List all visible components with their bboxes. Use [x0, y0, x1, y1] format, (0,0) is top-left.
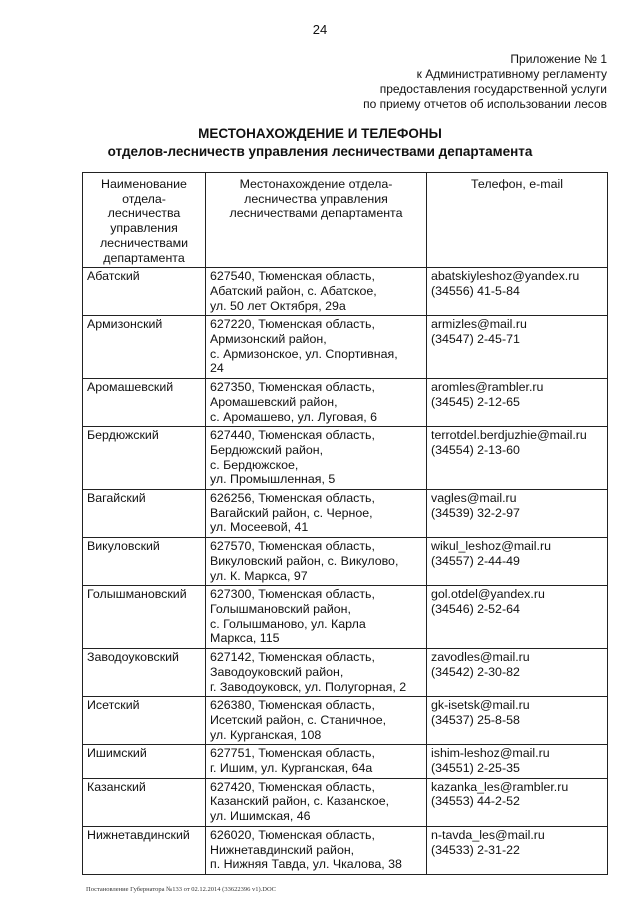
- table-row: [83, 427, 608, 490]
- address-line: ул. Ишимская, 46: [210, 809, 311, 824]
- email-text: gol.otdel@yandex.ru: [431, 587, 545, 602]
- address-line: 627350, Тюменская область,: [210, 380, 375, 395]
- header-line: управления: [110, 221, 178, 236]
- cell-address: [206, 586, 427, 649]
- email-text: ishim-leshoz@mail.ru: [431, 746, 550, 761]
- address-line: 627142, Тюменская область,: [210, 650, 375, 665]
- address-line: Заводоуковский район,: [210, 664, 344, 679]
- cell-contact: [427, 586, 608, 649]
- address-line: ул. Мосеевой, 41: [210, 520, 309, 535]
- cell-office-name: Аромашевский: [83, 379, 206, 427]
- cell-office-name: Вагайский: [83, 490, 206, 538]
- address-line: ул. Промышленная, 5: [210, 472, 336, 487]
- address-line: ул. Курганская, 108: [210, 727, 322, 742]
- cell-address: [206, 379, 427, 427]
- email-text: armizles@mail.ru: [431, 317, 527, 332]
- table-row: [83, 778, 608, 826]
- table-row: [83, 538, 608, 586]
- header-line: департамента: [103, 250, 185, 265]
- header-contact: [427, 173, 608, 268]
- address-line: п. Нижняя Тавда, ул. Чкалова, 38: [210, 857, 402, 872]
- cell-office-name: Исетский: [83, 697, 206, 745]
- address-line: Аромашевский район,: [210, 394, 338, 409]
- header-name: [83, 173, 206, 268]
- cell-office-name: Казанский: [83, 778, 206, 826]
- address-line: Голышмановский район,: [210, 601, 351, 616]
- header-line: отдела-: [122, 191, 166, 206]
- email-text: abatskiyleshoz@yandex.ru: [431, 269, 580, 284]
- address-line: 626380, Тюменская область,: [210, 698, 375, 713]
- cell-office-name: Нижнетавдинский: [83, 826, 206, 874]
- cell-address: [206, 778, 427, 826]
- header-line: лесничества управления: [244, 191, 388, 206]
- address-line: с. Аромашево, ул. Луговая, 6: [210, 409, 378, 424]
- table-row: [83, 490, 608, 538]
- table-row: [83, 826, 608, 874]
- header-line: лесничествами департамента: [229, 206, 403, 221]
- cell-address: [206, 538, 427, 586]
- email-text: n-tavda_les@mail.ru: [431, 827, 545, 842]
- phone-text: (34551) 2-25-35: [431, 761, 520, 776]
- address-line: Исетский район, с. Станичное,: [210, 712, 387, 727]
- email-text: kazanka_les@rambler.ru: [431, 779, 569, 794]
- address-line: Бердюжский район,: [210, 442, 324, 457]
- address-line: Нижнетавдинский район,: [210, 842, 355, 857]
- appendix-block: [247, 52, 607, 112]
- address-line: 627570, Тюменская область,: [210, 539, 375, 554]
- cell-address: [206, 745, 427, 778]
- table-row: [83, 697, 608, 745]
- header-line: Телефон, e-mail: [470, 177, 564, 191]
- cell-contact: [427, 778, 608, 826]
- address-line: с. Армизонское, ул. Спортивная,: [210, 346, 398, 361]
- address-line: с. Голышманово, ул. Карла: [210, 616, 366, 631]
- cell-address: [206, 826, 427, 874]
- phone-text: (34546) 2-52-64: [431, 601, 520, 616]
- table-row: [83, 379, 608, 427]
- cell-office-name: Викуловский: [83, 538, 206, 586]
- email-text: zavodles@mail.ru: [431, 650, 530, 665]
- cell-office-name: Бердюжский: [83, 427, 206, 490]
- table-body: [83, 268, 608, 875]
- cell-contact: [427, 316, 608, 379]
- cell-contact: [427, 745, 608, 778]
- address-line: 626020, Тюменская область,: [210, 827, 375, 842]
- cell-address: [206, 427, 427, 490]
- address-line: 627420, Тюменская область,: [210, 779, 375, 794]
- address-line: 626256, Тюменская область,: [210, 491, 375, 506]
- cell-contact: [427, 379, 608, 427]
- address-line: ул. К. Маркса, 97: [210, 568, 308, 583]
- phone-text: (34545) 2-12-65: [431, 394, 520, 409]
- appendix-line: по приему отчетов об использовании лесов: [363, 97, 607, 111]
- cell-contact: [427, 490, 608, 538]
- header-line: лесничествами: [99, 235, 189, 250]
- document-title: [0, 125, 640, 161]
- email-text: aromles@rambler.ru: [431, 380, 544, 395]
- cell-office-name: Армизонский: [83, 316, 206, 379]
- cell-address: [206, 268, 427, 316]
- address-line: Казанский район, с. Казанское,: [210, 794, 390, 809]
- cell-contact: [427, 538, 608, 586]
- phone-text: (34553) 44-2-52: [431, 794, 520, 809]
- cell-contact: [427, 826, 608, 874]
- address-line: с. Бердюжское,: [210, 457, 299, 472]
- cell-office-name: Заводоуковский: [83, 649, 206, 697]
- phone-text: (34542) 2-30-82: [431, 664, 520, 679]
- table-row: [83, 745, 608, 778]
- address-line: 627220, Тюменская область,: [210, 317, 375, 332]
- address-line: 627440, Тюменская область,: [210, 428, 375, 443]
- cell-contact: [427, 427, 608, 490]
- address-line: Армизонский район,: [210, 332, 327, 347]
- title-line-2: отделов-лесничеств управления лесничествами департамента: [107, 144, 533, 159]
- address-line: 627751, Тюменская область,: [210, 746, 375, 761]
- cell-address: [206, 490, 427, 538]
- header-line: Местонахождение отдела-: [239, 177, 393, 191]
- table-header-row: [83, 173, 608, 268]
- cell-contact: [427, 268, 608, 316]
- address-line: Викуловский район, с. Викулово,: [210, 553, 399, 568]
- header-address: [206, 173, 427, 268]
- address-line: ул. 50 лет Октября, 29а: [210, 298, 346, 313]
- table-row: [83, 268, 608, 316]
- phone-text: (34556) 41-5-84: [431, 283, 520, 298]
- email-text: vagles@mail.ru: [431, 491, 517, 506]
- address-line: 627300, Тюменская область,: [210, 587, 375, 602]
- email-text: wikul_leshoz@mail.ru: [431, 539, 552, 554]
- address-line: Вагайский район, с. Черное,: [210, 505, 373, 520]
- cell-address: [206, 316, 427, 379]
- appendix-line: к Административному регламенту: [416, 67, 607, 81]
- phone-text: (34557) 2-44-49: [431, 553, 520, 568]
- phone-text: (34554) 2-13-60: [431, 442, 520, 457]
- cell-contact: [427, 649, 608, 697]
- cell-contact: [427, 697, 608, 745]
- footer-doc-reference: Постановление Губернатора №133 от 02.12.2014 (33622396 v1).DOC: [86, 886, 276, 893]
- phone-text: (34539) 32-2-97: [431, 505, 520, 520]
- phone-text: (34547) 2-45-71: [431, 332, 520, 347]
- page-number: 24: [312, 22, 328, 37]
- address-line: Абатский район, с. Абатское,: [210, 283, 377, 298]
- address-line: 627540, Тюменская область,: [210, 269, 375, 284]
- title-line-1: МЕСТОНАХОЖДЕНИЕ И ТЕЛЕФОНЫ: [198, 126, 442, 141]
- cell-address: [206, 697, 427, 745]
- email-text: gk-isetsk@mail.ru: [431, 698, 530, 713]
- appendix-line: Приложение № 1: [510, 52, 607, 66]
- header-line: лесничества: [107, 206, 181, 221]
- table-row: [83, 649, 608, 697]
- cell-office-name: Ишимский: [83, 745, 206, 778]
- address-line: Маркса, 115: [210, 631, 280, 646]
- phone-text: (34537) 25-8-58: [431, 712, 520, 727]
- table-row: [83, 316, 608, 379]
- cell-office-name: Голышмановский: [83, 586, 206, 649]
- table-row: [83, 586, 608, 649]
- email-text: terrotdel.berdjuzhie@mail.ru: [431, 428, 587, 443]
- forestry-offices-table: [82, 172, 608, 875]
- header-line: Наименование: [101, 177, 187, 191]
- address-line: г. Ишим, ул. Курганская, 64а: [210, 761, 373, 776]
- cell-address: [206, 649, 427, 697]
- appendix-line: предоставления государственной услуги: [379, 82, 607, 96]
- phone-text: (34533) 2-31-22: [431, 842, 520, 857]
- address-line: г. Заводоуковск, ул. Полугорная, 2: [210, 679, 407, 694]
- cell-office-name: Абатский: [83, 268, 206, 316]
- address-line: 24: [210, 361, 224, 376]
